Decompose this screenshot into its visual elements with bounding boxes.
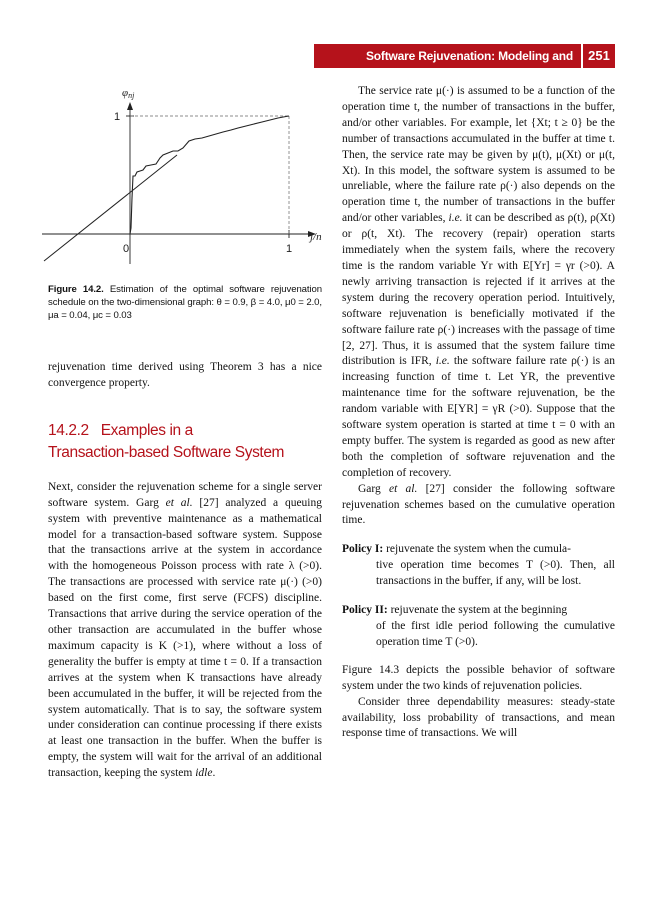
body-paragraph-right-2: Garg et al. [27] consider the following software rejuvenation schemes based on the cumulative operation time. [342, 482, 616, 527]
policy-1-label: Policy I: [342, 543, 384, 556]
policy-2-body: of the first idle period following the cumulative operation time T (>0). [376, 620, 615, 648]
policy-1 [342, 542, 615, 590]
policy-2 [342, 603, 615, 651]
x-axis-label: j/n [310, 231, 322, 243]
policy-2-label: Policy II: [342, 604, 388, 617]
section-number: 14.2.2 [48, 421, 89, 439]
x-tick-label-1: 1 [286, 243, 293, 255]
intro-paragraph: rejuvenation time derived using Theorem 3 has a nice convergence property. [48, 361, 322, 389]
policy-1-first-line: rejuvenate the system when the cumula- [383, 543, 571, 556]
policy-2-first-line: rejuvenate the system at the beginning [387, 604, 568, 617]
running-header: Software Rejuvenation: Modeling and Applications [314, 44, 581, 68]
page-number: 251 [583, 44, 615, 68]
section-title-line2: Transaction-based Software System [48, 443, 285, 461]
y-axis-arrow [127, 102, 133, 110]
y-axis-label: φnj [122, 87, 135, 100]
tangent-line [44, 155, 177, 261]
y-tick-label: 1 [114, 111, 121, 123]
body-paragraph-left: Next, consider the rejuvenation scheme for a single server software system. Garg et al. [27] analyzed a queuing system with preventive maintenance as a mathematical model for a transaction-based software system. Suppose that the transactions arrive at the system in accordance with the homogeneous Poisson process with rate λ (>0). The transactions are processed with service rate μ(·) (>0) based on the first come, first serve (FCFS) discipline. Transactions that arrive during the service operation of the other transaction are accumulated in the buffer whose maximum capacity is K (>1), where without a loss of generality the buffer is empty at time t = 0. If a transaction arrives at the system when K transactions have already been accumulated in the buffer, it will be rejected from the system automatically. That is to say, the software system under consideration can continue processing if there exists at least one transaction in the buffer. When the buffer is empty, the system will wait for the arrival of an additional transaction, keeping the system idle. [48, 480, 322, 780]
policy-1-body: tive operation time becomes T (>0). Then, all transactions in the buffer, if any, will be lost. [376, 559, 615, 588]
caption-text: Estimation of the optimal software rejuvenation schedule on the two-dimensional graph: θ = 0.9, β = 4.0, μ0 = 2.0, μa = 0.04, μc = 0.03 [48, 284, 322, 321]
section-title-line1: Examples in a [100, 421, 193, 439]
estimate-curve [130, 116, 289, 234]
left-column [48, 360, 322, 782]
section-heading [48, 420, 322, 464]
figure-caption [48, 283, 322, 322]
body-paragraph-right-4: Consider three dependability measures: steady-state availability, loss probability of transactions, and mean response time of transactions. We will [342, 695, 615, 740]
body-paragraph-right-3: Figure 14.3 depicts the possible behavior of software system under the two kinds of rejuvenation policies. [342, 663, 615, 692]
figure-plot [42, 80, 332, 280]
body-paragraph-right-1: The service rate μ(·) is assumed to be a function of the operation time t, the number of transactions in the buffer, and/or other variables. For example, let {Xt; t ≥ 0} be the number of transactions accumulated in the buffer at time t. Then, the service rate may be given by μ(t), μ(Xt) or μ(t, Xt). In this model, the software system is assumed to be unreliable, where the failure rate ρ(·) also depends on the operation time t, the number of transactions in the buffer and/or other variables, i.e. it can be described as ρ(t), ρ(Xt) or ρ(t, Xt). The recovery (repair) operation starts immediately when the system fails, where the recovery time is the random variable Yr with E[Yr] = γr (>0). A newly arriving transaction is rejected if it arrives at the system during the recovery operation period. Intuitively, software rejuvenation is beneficially motivated if the software failure rate ρ(·) increases with the passage of time [2, 27]. Thus, it is assumed that the system failure time distribution is IFR, i.e. the software failure rate ρ(·) is an increasing function of time t. Let YR, the preventive maintenance time for the software rejuvenation, be the random variable with E[YR] = γR (>0). Suppose that the software system operation is started at time t = 0 with an empty buffer. The system is regarded as good as new after both the completion of software rejuvenation and the completion of recovery. [342, 85, 616, 479]
x-tick-label-0: 0 [123, 243, 130, 255]
right-column [342, 84, 615, 742]
caption-label: Figure 14.2. [48, 284, 104, 295]
